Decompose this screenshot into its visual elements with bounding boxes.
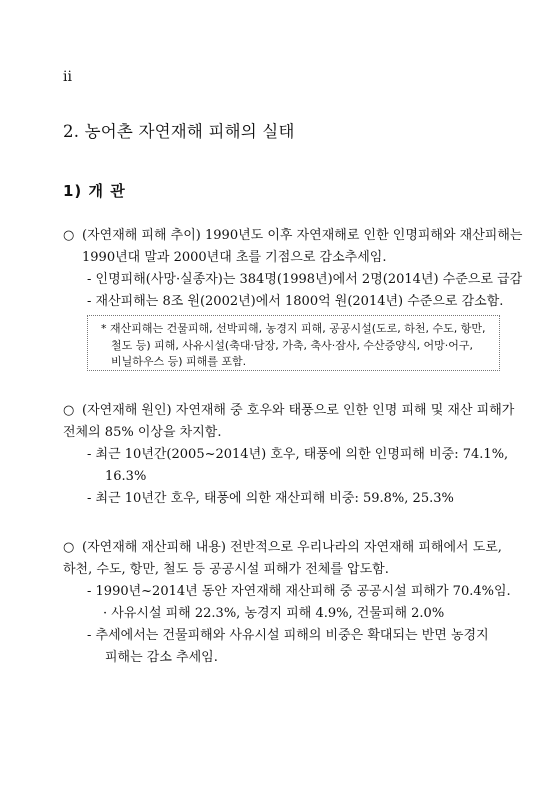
paragraph-2-line-2: 전체의 85% 이상을 차지함.: [63, 425, 222, 440]
paragraph-2-line-1: [63, 403, 514, 419]
paragraph-3-sub-1: · 사유시설 피해 22.3%, 농경지 피해 4.9%, 건물피해 2.0%: [103, 606, 445, 621]
circle-bullet-icon: ○: [63, 540, 75, 555]
paragraph-3-dash-2: - 추세에서는 건물피해와 사유시설 피해의 비중은 확대되는 반면 농경지: [87, 628, 489, 643]
paragraph-1-dash-2: - 재산피해는 8조 원(2002년)에서 1800억 원(2014년) 수준으로 감소함.: [87, 294, 504, 309]
footnote-box: [87, 315, 500, 371]
paragraph-3-line-2: 하천, 수도, 항만, 철도 등 공공시설 피해가 전체를 압도함.: [63, 562, 389, 577]
footnote-line-1: * 재산피해는 건물피해, 선박피해, 농경지 피해, 공공시설(도로, 하천, 수도, 항만,: [101, 322, 486, 335]
paragraph-3-dash-2-cont: 피해는 감소 추세임.: [105, 650, 218, 665]
paragraph-1-text-1: (자연재해 피해 추이) 1990년도 이후 자연재해로 인한 인명피해와 재산피해는: [82, 228, 523, 243]
paragraph-1-line-2: 1990년대 말과 2000년대 초를 기점으로 감소추세임.: [82, 250, 387, 265]
footnote-line-2: 철도 등) 피해, 사유시설(축대·담장, 가축, 축사·잠사, 수산증양식, 어망·어구,: [111, 338, 474, 352]
paragraph-3-dash-1: - 1990년~2014년 동안 자연재해 재산피해 중 공공시설 피해가 70.4%임.: [87, 584, 511, 599]
paragraph-3-line-1: [63, 540, 502, 556]
paragraph-2-text-1: (자연재해 원인) 자연재해 중 호우와 태풍으로 인한 인명 피해 및 재산 피해가: [82, 403, 515, 418]
paragraph-3-text-1: (자연재해 재산피해 내용) 전반적으로 우리나라의 자연재해 피해에서 도로,: [82, 540, 502, 555]
circle-bullet-icon: ○: [63, 403, 75, 418]
subsection-title: 1) 개 관: [63, 182, 126, 200]
circle-bullet-icon: ○: [63, 228, 75, 243]
paragraph-1-line-1: [63, 228, 522, 244]
footnote-line-3: 비닐하우스 등) 피해를 포함.: [111, 355, 247, 368]
section-title: 2. 농어촌 자연재해 피해의 실태: [63, 122, 295, 141]
paragraph-2-dash-2: - 최근 10년간 호우, 태풍에 의한 재산피해 비중: 59.8%, 25.3%: [87, 491, 454, 506]
paragraph-1-dash-1: - 인명피해(사망·실종자)는 384명(1998년)에서 2명(2014년) 수준으로 급감: [87, 272, 523, 287]
paragraph-2-dash-1: - 최근 10년간(2005~2014년) 호우, 태풍에 의한 인명피해 비중: 74.1%,: [87, 447, 509, 462]
page-number: ii: [63, 69, 72, 85]
paragraph-2-dash-1-cont: 16.3%: [105, 469, 147, 484]
